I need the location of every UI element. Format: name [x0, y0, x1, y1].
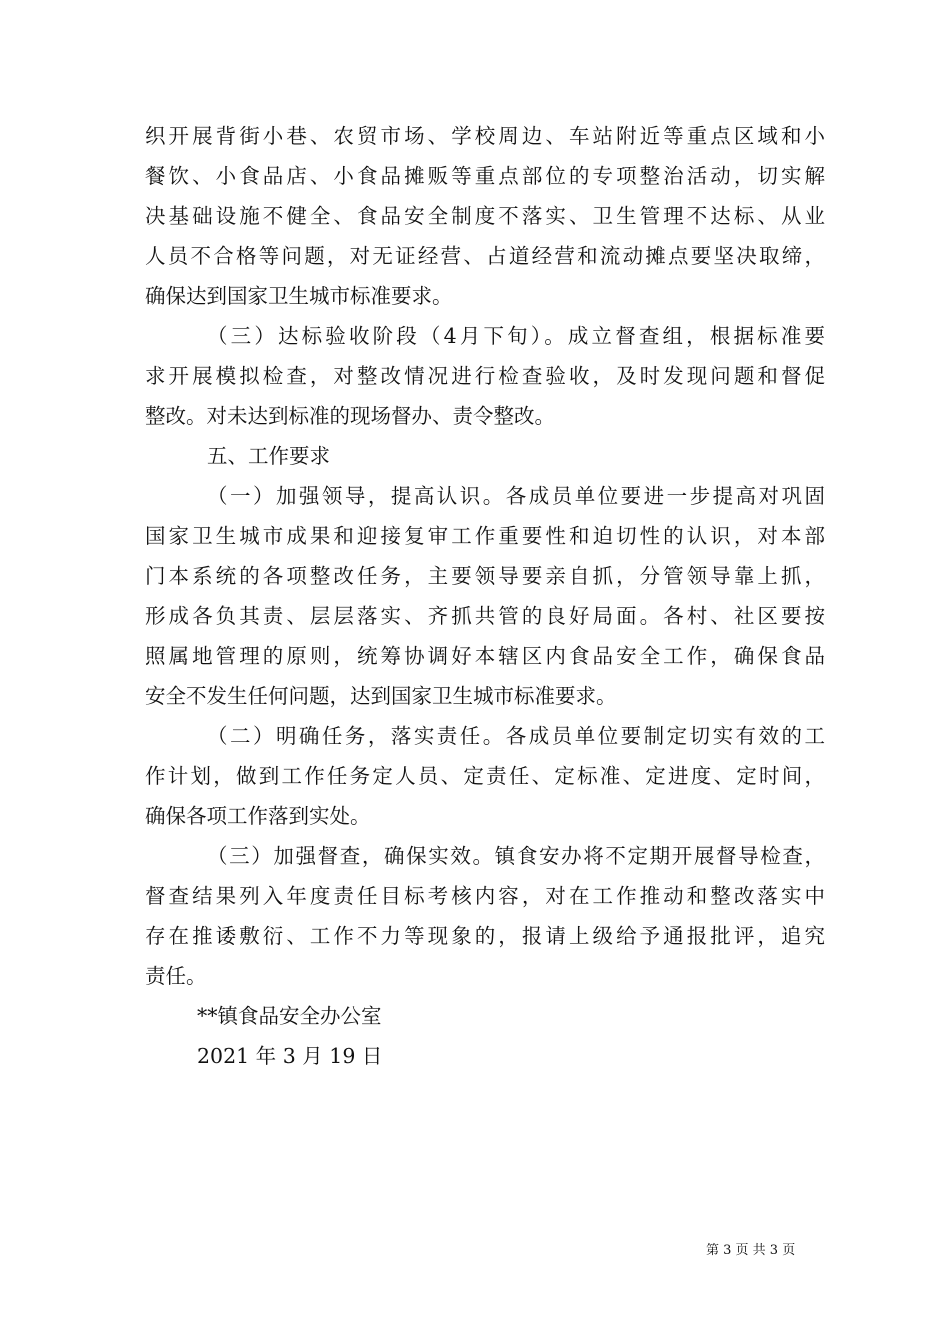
text-line: 形成各负其责、层层落实、齐抓共管的良好局面。各村、社区要按 — [145, 604, 825, 628]
text-line: （三）达标验收阶段（4月下旬）。成立督查组，根据标准要 — [207, 324, 825, 348]
text-line: 五、工作要求 — [207, 444, 330, 468]
text-line: 责任。 — [145, 964, 207, 988]
text-line: （二）明确任务，落实责任。各成员单位要制定切实有效的工 — [207, 724, 825, 748]
text-line: 餐饮、小食品店、小食品摊贩等重点部位的专项整治活动，切实解 — [145, 164, 825, 188]
text-line: 整改。对未达到标准的现场督办、责令整改。 — [145, 404, 555, 428]
signature-date: 2021 年 3 月 19 日 — [197, 1044, 383, 1068]
text-line: 确保达到国家卫生城市标准要求。 — [145, 284, 453, 308]
text-line: 作计划，做到工作任务定人员、定责任、定标准、定进度、定时间， — [145, 764, 825, 788]
signature-org: **镇食品安全办公室 — [197, 1004, 382, 1028]
text-line: 门本系统的各项整改任务，主要领导要亲自抓，分管领导靠上抓， — [145, 564, 825, 588]
text-line: 国家卫生城市成果和迎接复审工作重要性和迫切性的认识，对本部 — [145, 524, 825, 548]
text-line: （三）加强督查，确保实效。镇食安办将不定期开展督导检查， — [207, 844, 825, 868]
text-line: 决基础设施不健全、食品安全制度不落实、卫生管理不达标、从业 — [145, 204, 825, 228]
text-line: 照属地管理的原则，统筹协调好本辖区内食品安全工作，确保食品 — [145, 644, 825, 668]
page-number: 第 3 页 共 3 页 — [706, 1243, 796, 1258]
text-line: 安全不发生任何问题，达到国家卫生城市标准要求。 — [145, 684, 617, 708]
text-line: 人员不合格等问题，对无证经营、占道经营和流动摊点要坚决取缔， — [145, 244, 825, 268]
text-line: 存在推诿敷衍、工作不力等现象的，报请上级给予通报批评，追究 — [145, 924, 825, 948]
text-line: 确保各项工作落到实处。 — [145, 804, 371, 828]
text-line: 织开展背街小巷、农贸市场、学校周边、车站附近等重点区域和小 — [145, 124, 825, 148]
text-line: （一）加强领导，提高认识。各成员单位要进一步提高对巩固 — [207, 484, 825, 508]
text-line: 求开展模拟检查，对整改情况进行检查验收，及时发现问题和督促 — [145, 364, 825, 388]
document-body — [145, 116, 825, 1076]
text-line: 督查结果列入年度责任目标考核内容，对在工作推动和整改落实中 — [145, 884, 825, 908]
